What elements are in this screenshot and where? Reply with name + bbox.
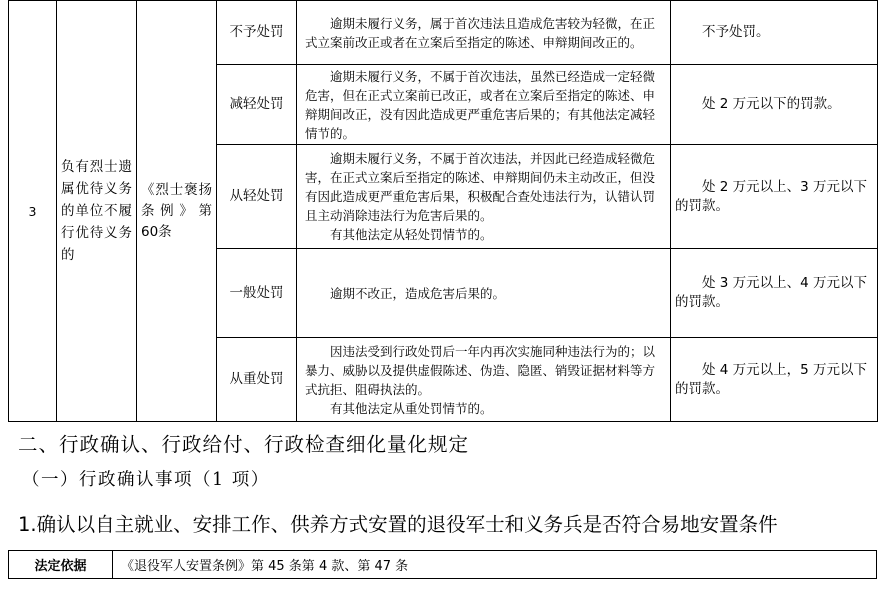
penalty-standard-text: 不予处罚。 (702, 24, 770, 40)
circumstance-text: 逾期未履行义务，属于首次违法且造成危害较为轻微，在正式立案前改正或者在立案后至指定的陈述、申辩期间改正的。 (305, 15, 656, 50)
penalty-standard-text: 处 2 万元以上、3 万元以下的罚款。 (675, 178, 868, 214)
penalty-standard-cell (671, 1, 878, 65)
penalty-standard-text: 处 4 万元以上，5 万元以下的罚款。 (675, 361, 868, 397)
legal-basis-label: 法定依据 (9, 551, 113, 579)
circumstance-text: 有其他法定从重处罚情节的。 (330, 400, 493, 416)
penalty-standard-cell (671, 338, 878, 422)
penalty-standard-cell (671, 249, 878, 338)
table-row (9, 551, 877, 579)
circumstances-cell (297, 338, 671, 422)
violation-category-cell: 负有烈士遗属优待义务的单位不履行优待义务的 (57, 1, 137, 422)
penalty-standard-table (8, 0, 878, 422)
penalty-level-cell: 从轻处罚 (217, 145, 297, 249)
row-number-cell: 3 (9, 1, 57, 422)
subsection-heading: （一）行政确认事项（1 项） (22, 470, 270, 490)
circumstance-text: 因违法受到行政处罚后一年内再次实施同种违法行为的；以暴力、威胁以及提供虚假陈述、伪造、隐匿、销毁证据材料等方式抗拒、阻碍执法的。 (305, 343, 656, 397)
circumstances-cell (297, 249, 671, 338)
circumstance-text: 有其他法定从轻处罚情节的。 (330, 227, 493, 242)
penalty-standard-cell (671, 65, 878, 145)
circumstances-cell (297, 65, 671, 145)
legal-basis-value: 《退役军人安置条例》第 45 条第 4 款、第 47 条 (113, 551, 877, 579)
penalty-level-cell: 一般处罚 (217, 249, 297, 338)
circumstances-cell (297, 145, 671, 249)
circumstance-text: 逾期不改正，造成危害后果的。 (330, 285, 506, 301)
penalty-standard-text: 处 3 万元以上、4 万元以下的罚款。 (675, 275, 868, 310)
legal-basis-table (8, 550, 877, 579)
item-heading: 1.确认以自主就业、安排工作、供养方式安置的退役军士和义务兵是否符合易地安置条件 (18, 513, 778, 536)
legal-basis-cell: 《烈士褒扬条例》第60条 (137, 1, 217, 422)
circumstance-text: 逾期未履行义务，不属于首次违法，并因此已经造成轻微危害，在正式立案后至指定的陈述、申辩期间仍未主动改正，但没有因此造成更严重危害后果，积极配合查处违法行为，认错认罚且主动消除违法行为危害后果的。 (305, 151, 656, 223)
circumstance-text: 逾期未履行义务，不属于首次违法，虽然已经造成一定轻微危害，但在正式立案前已改正，或者在立案后至指定的陈述、申辩期间改正，没有因此造成更严重危害后果的；有其他法定减轻情节的。 (305, 68, 656, 141)
penalty-standard-cell (671, 145, 878, 249)
penalty-level-cell: 从重处罚 (217, 338, 297, 422)
section-heading: 二、行政确认、行政给付、行政检查细化量化规定 (18, 433, 470, 456)
penalty-standard-text: 处 2 万元以下的罚款。 (702, 96, 841, 112)
table-row (9, 1, 878, 65)
penalty-level-cell: 减轻处罚 (217, 65, 297, 145)
circumstances-cell (297, 1, 671, 65)
penalty-level-cell: 不予处罚 (217, 1, 297, 65)
